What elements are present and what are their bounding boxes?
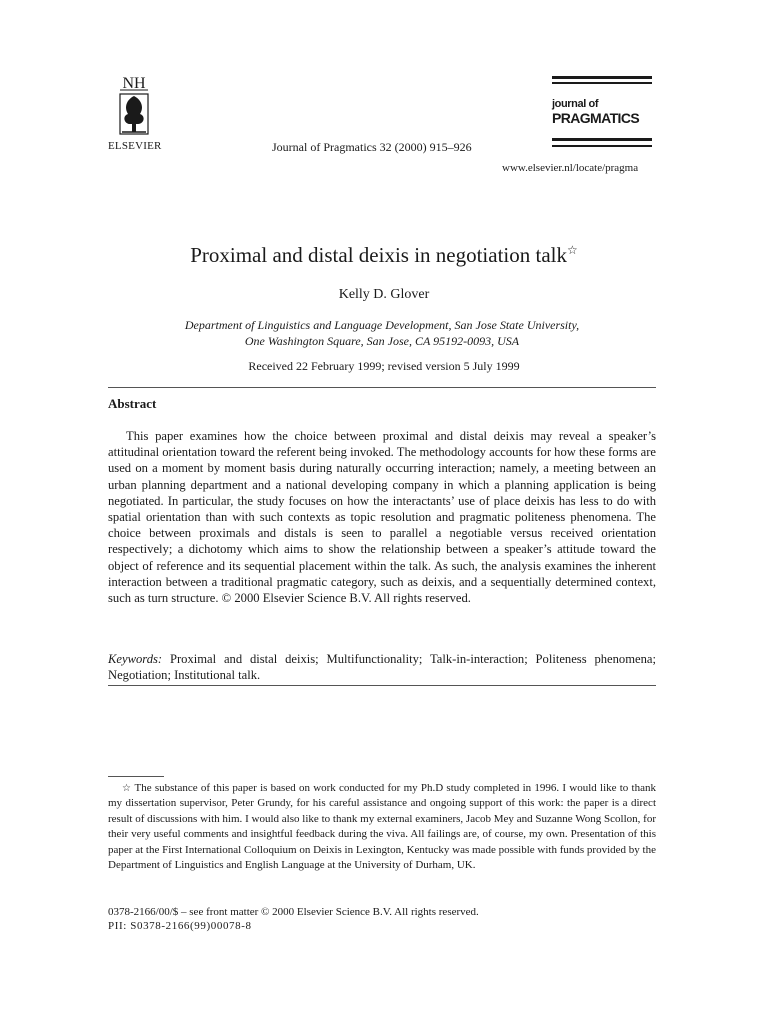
article-title xyxy=(0,243,768,268)
abstract-top-rule xyxy=(108,387,656,388)
keywords xyxy=(108,651,656,683)
footnote-rule xyxy=(108,776,164,777)
elsevier-logo xyxy=(108,74,160,140)
abstract-heading: Abstract xyxy=(108,396,157,411)
footnote xyxy=(108,781,656,873)
received-dates: Received 22 February 1999; revised version 5 July 1999 xyxy=(248,359,520,373)
journal-logo xyxy=(552,76,656,152)
keywords-label: Keywords: xyxy=(108,652,163,666)
journal-logo-line1: journal of xyxy=(552,98,599,110)
title-footnote-mark[interactable]: ☆ xyxy=(567,243,578,257)
article-title-text: Proximal and distal deixis in negotiation talk xyxy=(190,243,567,267)
abstract-body: This paper examines how the choice between proximal and distal deixis may reveal a speaker’s attitudinal orientation toward the referent being invoked. The methodology accounts for how these forms are used on a moment by moment basis during naturally occurring interaction; namely, a meeting between an urban planning department and a national developing company in which a planning application is being negotiated. In particular, the study focuses on how the interactants’ use of place deixis has less to do with spatial orientation than with such contexts as topic resolution and pragmatic politeness phenomena. The choice between proximals and distals is seen to parallel a negotiable versus received orientation respectively; a dichotomy which aims to show the relationship between a speaker’s attitude toward the object of reference and its sequential placement within the talk. As such, the analysis examines the inherent interaction between a traditional pragmatic category, such as deixis, and a sequentially determined context, such as turn structure. © 2000 Elsevier Science B.V. All rights reserved. xyxy=(108,429,656,606)
footnote-text: The substance of this paper is based on work conducted for my Ph.D study completed in 1996. I would like to thank my dissertation supervisor, Peter Grundy, for his careful assistance and ongoing support of this work: the paper is a direct result of discussions with him. I would also like to thank my external examiners, Jacob Mey and Suzanne Wong Scollon, for their very useful comments and insightful feedback during the viva. All failings are, of course, my own. Presentation of this paper at the First International Colloquium on Deixis in Lexington, Kentucky was made possible with funds provided by the Department of Linguistics and English Language at the University of Durham, UK. xyxy=(108,782,656,872)
copyright-line: 0378-2166/00/$ – see front matter © 2000 Elsevier Science B.V. All rights reserved. xyxy=(108,906,479,918)
publisher-logo-text: NH xyxy=(122,75,146,92)
pii-line: PII: S0378-2166(99)00078-8 xyxy=(108,920,252,932)
journal-citation: Journal of Pragmatics 32 (2000) 915–926 xyxy=(272,140,472,154)
affiliation-line-2: One Washington Square, San Jose, CA 95192-0093, USA xyxy=(244,334,520,348)
author-affiliation xyxy=(108,317,656,349)
abstract-bottom-rule xyxy=(108,685,656,686)
author-name: Kelly D. Glover xyxy=(338,287,430,302)
journal-logo-line2: PRAGMATICS xyxy=(552,110,640,126)
publisher-name: ELSEVIER xyxy=(108,140,162,152)
affiliation-line-1: Department of Linguistics and Language Development, San Jose State University, xyxy=(184,318,580,332)
footnote-mark: ☆ xyxy=(122,783,132,794)
journal-url[interactable]: www.elsevier.nl/locate/pragma xyxy=(502,162,639,174)
keywords-text: Proximal and distal deixis; Multifunctionality; Talk-in-interaction; Politeness phenomena; Negotiation; Institutional talk. xyxy=(108,652,656,683)
